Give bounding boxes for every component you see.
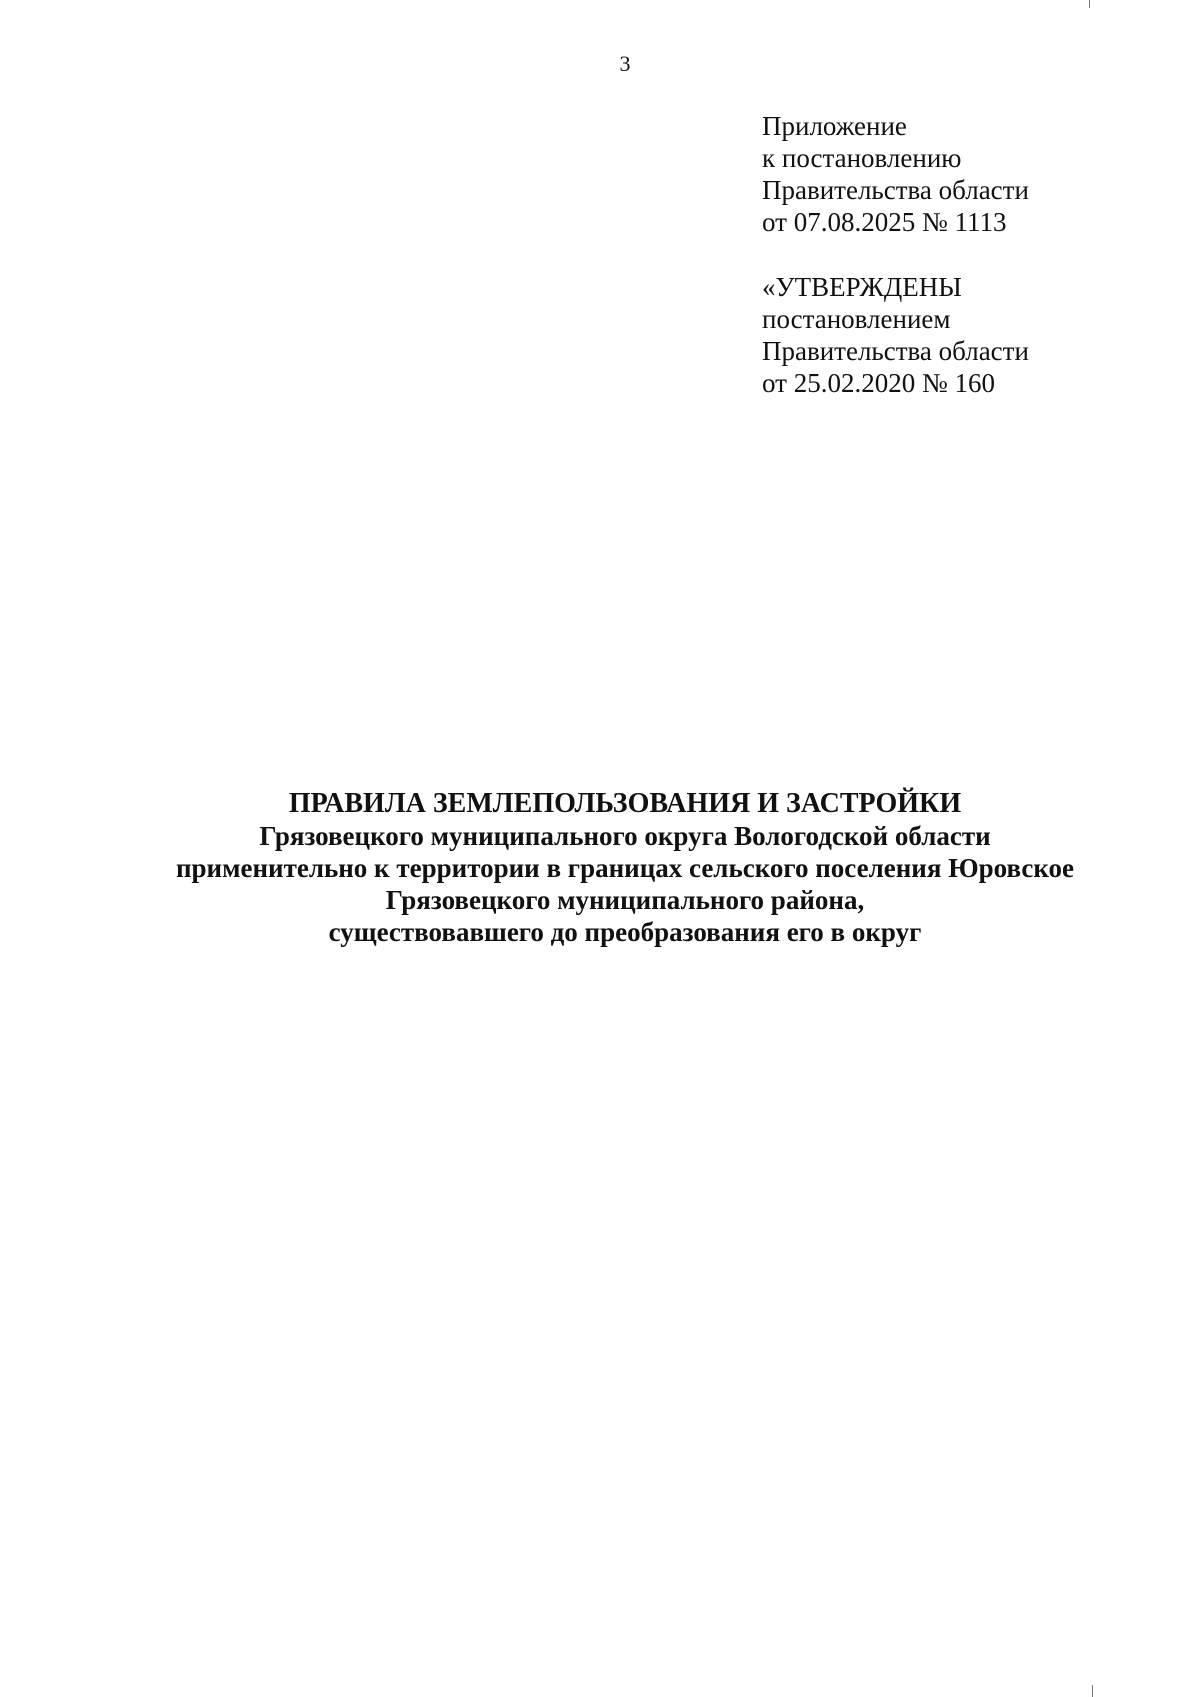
document-title-line: применительно к территории в границах сельского поселения Юровское xyxy=(175,853,1075,883)
scan-mark-top xyxy=(1089,0,1090,8)
scan-mark-bottom xyxy=(1092,1685,1093,1697)
approval-line: постановлением xyxy=(762,304,951,334)
document-title-main: ПРАВИЛА ЗЕМЛЕПОЛЬЗОВАНИЯ И ЗАСТРОЙКИ xyxy=(288,788,962,819)
approval-line: Правительства области xyxy=(762,336,1029,366)
document-title-line: Грязовецкого муниципального округа Вологодской области xyxy=(259,821,991,851)
annex-reference xyxy=(762,110,1029,238)
document-title xyxy=(100,788,1150,948)
approval-line: «УТВЕРЖДЕНЫ xyxy=(762,272,962,302)
annex-line: от 07.08.2025 № 1113 xyxy=(762,207,1007,237)
annex-line: Правительства области xyxy=(762,175,1029,205)
approval-line: от 25.02.2020 № 160 xyxy=(762,368,995,398)
approval-reference xyxy=(762,271,1029,399)
annex-line: к постановлению xyxy=(762,143,962,173)
annex-line: Приложение xyxy=(762,111,907,141)
page-number: 3 xyxy=(619,51,631,76)
document-title-line: существовавшего до преобразования его в округ xyxy=(328,917,922,947)
document-title-line: Грязовецкого муниципального района, xyxy=(385,885,865,915)
